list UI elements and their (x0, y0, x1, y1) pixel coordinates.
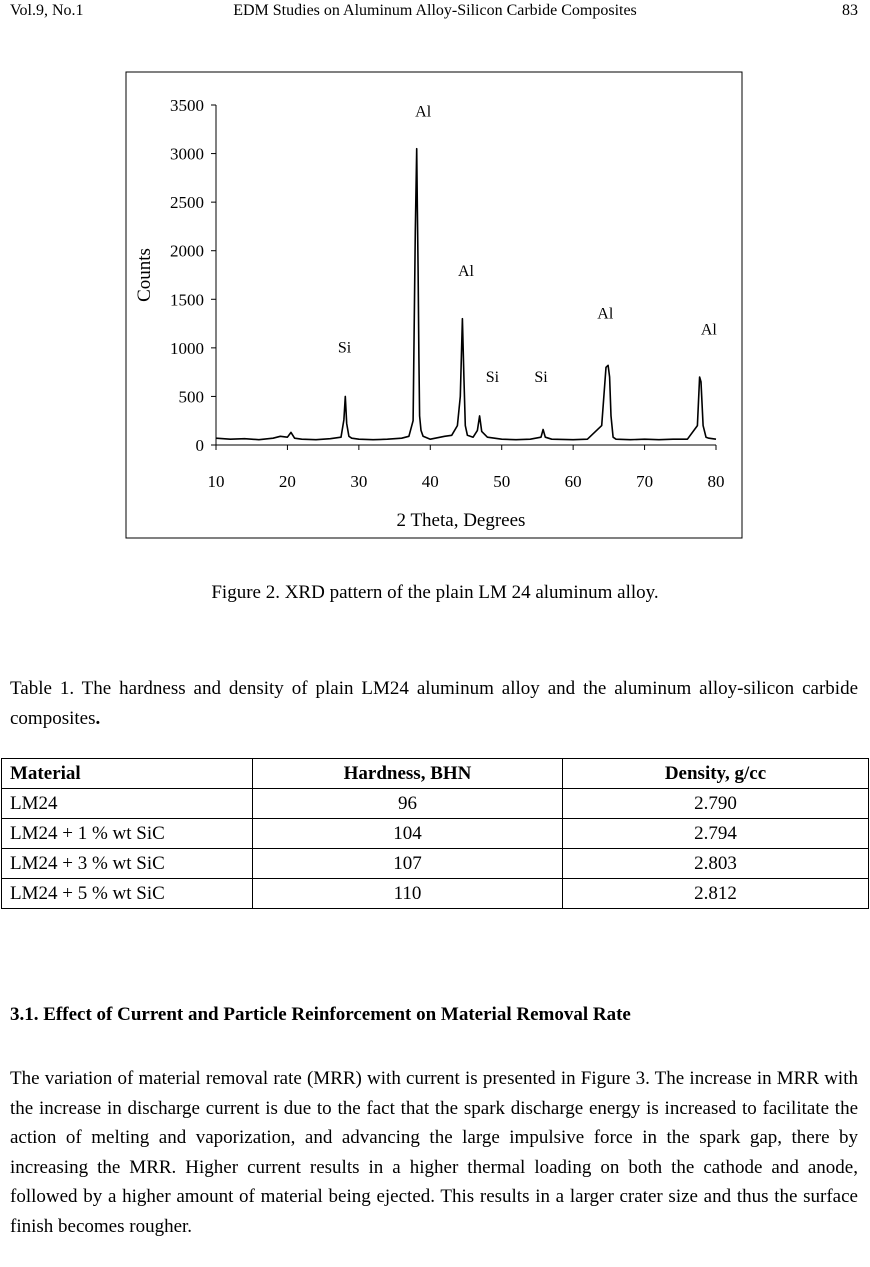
cell-material: LM24 + 5 % wt SiC (2, 879, 253, 909)
y-tick-label: 2000 (170, 241, 204, 261)
x-axis-title: 2 Theta, Degrees (396, 510, 526, 531)
table-row (2, 849, 869, 879)
table-caption-text: Table 1. The hardness and density of plain LM24 aluminum alloy and the aluminum alloy-silicon carbide composites (10, 678, 858, 729)
cell-hardness: 110 (253, 879, 563, 909)
y-tick-label: 1000 (170, 338, 204, 358)
table-row (2, 789, 869, 819)
hardness-density-table (1, 758, 869, 909)
cell-density: 2.803 (563, 849, 869, 879)
cell-hardness: 104 (253, 819, 563, 849)
figure-caption: Figure 2. XRD pattern of the plain LM 24 aluminum alloy. (211, 582, 659, 603)
cell-hardness: 107 (253, 849, 563, 879)
peak-label: Al (700, 321, 717, 339)
running-header-volume: Vol.9, No.1 (10, 2, 84, 19)
x-tick-label: 20 (278, 472, 296, 491)
x-tick-label: 50 (493, 472, 511, 491)
y-tick-label: 3000 (170, 144, 204, 164)
cell-material: LM24 + 1 % wt SiC (2, 819, 253, 849)
peak-label: Al (597, 305, 614, 323)
body-paragraph: The variation of material removal rate (MRR) with current is presented in Figure 3. The increase in MRR with the increase in discharge current is due to the fact that the spark discharge energy is increased to facilitate the action of melting and vaporization, and advancing the large impulsive force in the spark gap, there by increasing the MRR. Higher current results in a higher thermal loading on both the cathode and anode, followed by a higher amount of material being ejected. This results in a larger crater size and thus the surface finish becomes rougher. (10, 1068, 858, 1237)
y-tick-label: 1500 (170, 290, 204, 310)
chart-frame (126, 72, 742, 538)
table-caption-end: . (95, 708, 101, 729)
page-number: 83 (842, 2, 858, 19)
running-header-title: EDM Studies on Aluminum Alloy-Silicon Carbide Composites (233, 2, 637, 19)
peak-label: Si (534, 368, 548, 386)
table-caption (10, 674, 858, 734)
col-header-hardness: Hardness, BHN (253, 759, 563, 789)
x-tick-label: 10 (207, 472, 225, 491)
section-heading: 3.1. Effect of Current and Particle Reinforcement on Material Removal Rate (10, 1004, 631, 1025)
cell-hardness: 96 (253, 789, 563, 819)
cell-material: LM24 + 3 % wt SiC (2, 849, 253, 879)
xrd-series-line (216, 149, 716, 440)
cell-density: 2.790 (563, 789, 869, 819)
peak-label: Si (337, 339, 352, 357)
peak-label: Al (458, 262, 474, 280)
table-row (2, 819, 869, 849)
table-row (2, 879, 869, 909)
x-tick-label: 70 (636, 472, 654, 491)
table-header-row (2, 759, 869, 789)
y-tick-label: 2500 (170, 193, 204, 213)
y-axis-title: Counts (134, 248, 155, 302)
peak-label: Al (415, 103, 432, 121)
y-tick-label: 500 (178, 387, 204, 407)
col-header-density: Density, g/cc (563, 759, 869, 789)
cell-density: 2.812 (563, 879, 869, 909)
cell-density: 2.794 (563, 819, 869, 849)
y-tick-label: 0 (195, 436, 204, 455)
cell-material: LM24 (2, 789, 253, 819)
peak-label: Si (485, 368, 500, 386)
x-tick-label: 80 (707, 472, 725, 491)
col-header-material: Material (2, 759, 253, 789)
x-tick-label: 60 (564, 472, 582, 491)
x-tick-label: 40 (421, 472, 439, 491)
x-tick-label: 30 (350, 472, 368, 491)
y-tick-label: 3500 (170, 96, 204, 115)
xrd-chart (0, 0, 870, 560)
